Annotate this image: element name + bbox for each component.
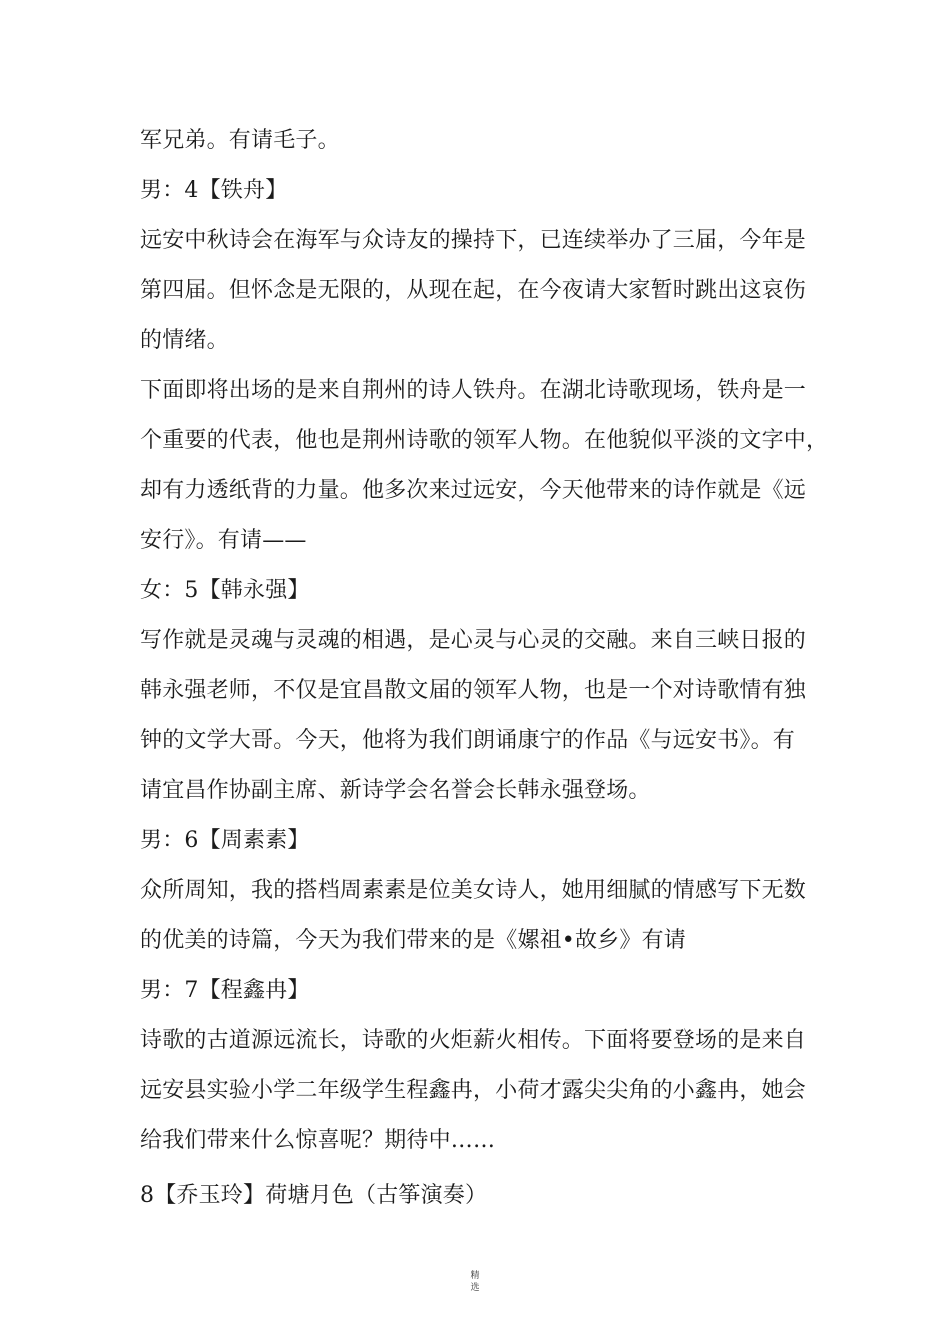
- text-line: 下面即将出场的是来自荆州的诗人铁舟。在湖北诗歌现场，铁舟是一: [140, 378, 807, 403]
- text-line: 给我们带来什么惊喜呢？期待中……: [140, 1128, 496, 1153]
- text-line: 第四届。但怀念是无限的，从现在起，在今夜请大家暂时跳出这哀伤: [140, 278, 807, 303]
- text-line: 却有力透纸背的力量。他多次来过远安，今天他带来的诗作就是《远: [140, 478, 807, 503]
- text-line: 的情绪。: [140, 328, 229, 353]
- program-item: 8【乔玉玲】荷塘月色（古筝演奏）: [140, 1183, 488, 1208]
- text-line: 安行》。有请——: [140, 528, 307, 553]
- text-line: 个重要的代表，他也是荆州诗歌的领军人物。在他貌似平淡的文字中，: [140, 428, 829, 453]
- footer-mark: 精: [470, 1271, 480, 1281]
- text-line: 写作就是灵魂与灵魂的相遇，是心灵与心灵的交融。来自三峡日报的: [140, 628, 807, 653]
- text-line: 的优美的诗篇，今天为我们带来的是《嫘祖•故乡》有请: [140, 928, 686, 953]
- speaker-heading: 男：7【程鑫冉】: [140, 978, 310, 1003]
- speaker-heading: 男：4【铁舟】: [140, 178, 288, 203]
- text-line: 请宜昌作协副主席、新诗学会名誉会长韩永强登场。: [140, 778, 651, 803]
- text-line: 远安中秋诗会在海军与众诗友的操持下，已连续举办了三届，今年是: [140, 228, 807, 253]
- text-line: 军兄弟。有请毛子。: [140, 128, 340, 153]
- speaker-heading: 女：5【韩永强】: [140, 578, 310, 603]
- text-line: 众所周知，我的搭档周素素是位美女诗人，她用细腻的情感写下无数: [140, 878, 807, 903]
- text-line: 远安县实验小学二年级学生程鑫冉，小荷才露尖尖角的小鑫冉，她会: [140, 1078, 807, 1103]
- speaker-heading: 男：6【周素素】: [140, 828, 310, 853]
- text-line: 韩永强老师，不仅是宜昌散文届的领军人物，也是一个对诗歌情有独: [140, 678, 807, 703]
- text-line: 钟的文学大哥。今天，他将为我们朗诵康宁的作品《与远安书》。有: [140, 728, 796, 753]
- footer-mark: 选: [470, 1283, 480, 1293]
- text-line: 诗歌的古道源远流长，诗歌的火炬薪火相传。下面将要登场的是来自: [140, 1028, 807, 1053]
